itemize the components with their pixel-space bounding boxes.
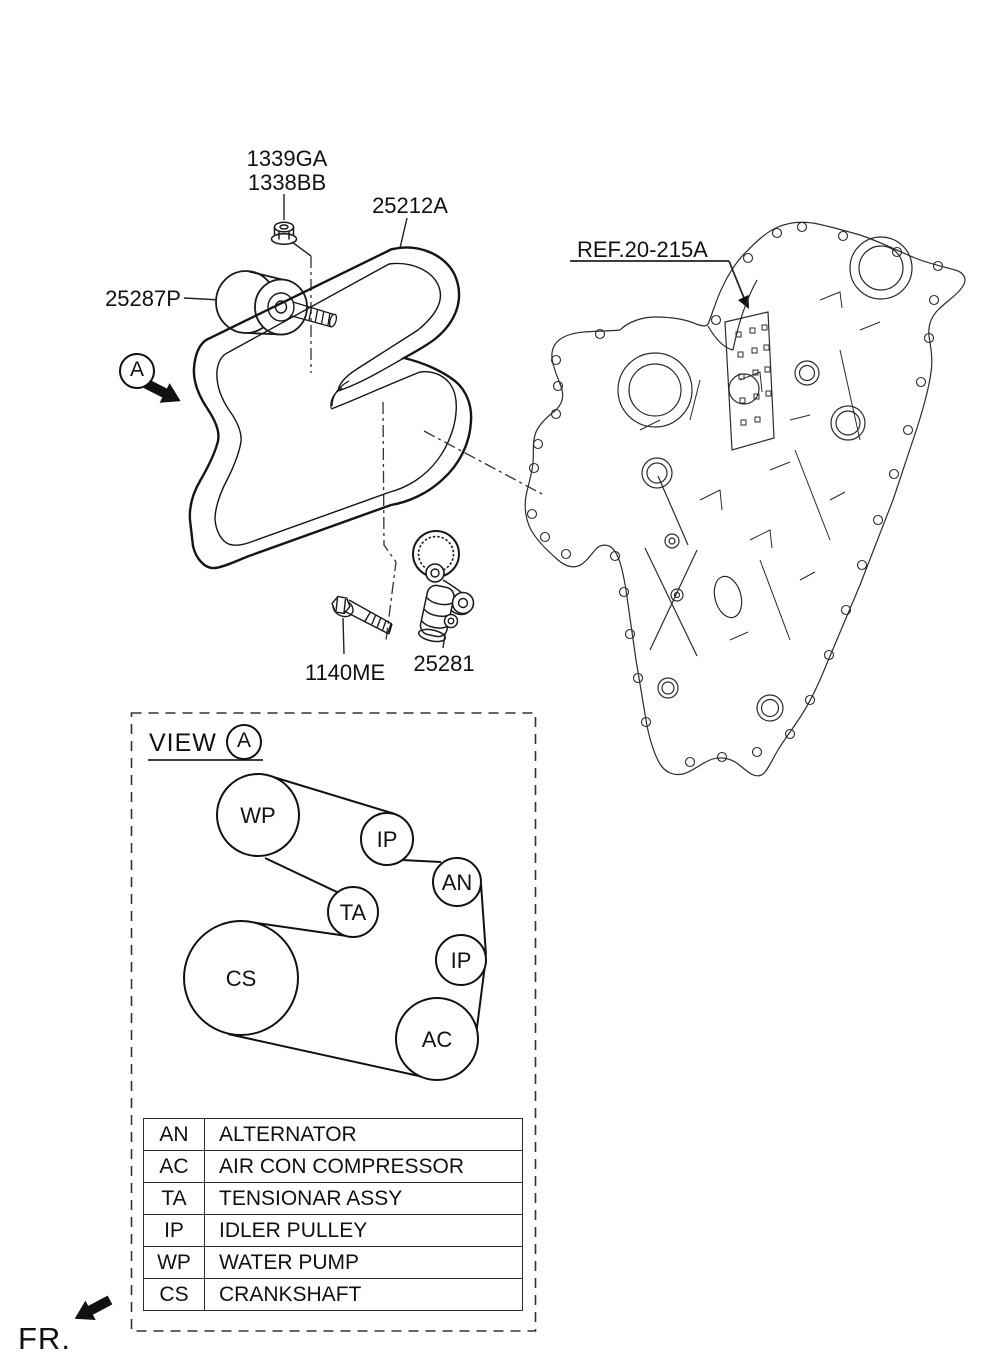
table-row [144, 1183, 523, 1215]
pulley-label-an: AN [441, 870, 473, 895]
callout-timing-cover-ref: REF.20-215A [577, 237, 708, 262]
pulley-label-wp: WP [240, 803, 276, 828]
legend-name: AIR CON COMPRESSOR [205, 1151, 523, 1183]
construction-lines [311, 256, 542, 640]
mounting-nut [272, 222, 297, 244]
cover-surface-details [640, 292, 880, 640]
tensioner-bolt [330, 596, 392, 634]
legend-name: IDLER PULLEY [205, 1215, 523, 1247]
legend-code: IP [144, 1215, 205, 1247]
pulley-label-ta: TA [339, 900, 367, 925]
front-orientation-label: FR. [18, 1321, 71, 1356]
legend-code: TA [144, 1183, 205, 1215]
legend-name: WATER PUMP [205, 1247, 523, 1279]
fr-direction-arrow [70, 1290, 116, 1328]
legend-code: WP [144, 1247, 205, 1279]
callout-tensioner-bolt: 1140ME [304, 660, 386, 685]
pulley-label-ip2: IP [450, 948, 472, 973]
legend-code: AC [144, 1151, 205, 1183]
pulley-label-ac: AC [421, 1027, 453, 1052]
callout-idler-pulley: 25287P [105, 286, 181, 311]
table-row [144, 1279, 523, 1311]
legend-code: AN [144, 1119, 205, 1151]
timing-cover [525, 222, 965, 776]
belt-tensioner [413, 531, 474, 644]
table-row [144, 1151, 523, 1183]
callout-nut-lower: 1338BB [247, 170, 327, 195]
detail-view-title: VIEW [149, 729, 217, 757]
legend-name: TENSIONAR ASSY [205, 1183, 523, 1215]
table-row [144, 1119, 523, 1151]
pulley-label-ip1: IP [376, 827, 398, 852]
callout-nut-upper: 1339GA [246, 146, 328, 171]
callout-belt: 25212A [372, 193, 448, 218]
table-row [144, 1215, 523, 1247]
view-a-marker: A [119, 353, 155, 389]
pulley-legend-table [143, 1118, 523, 1311]
table-row [144, 1247, 523, 1279]
legend-name: CRANKSHAFT [205, 1279, 523, 1311]
legend-code: CS [144, 1279, 205, 1311]
callout-tensioner: 25281 [413, 651, 475, 676]
detail-view-marker: A [226, 724, 262, 760]
cover-bolt-holes [528, 223, 943, 767]
pulley-label-cs: CS [225, 966, 257, 991]
legend-name: ALTERNATOR [205, 1119, 523, 1151]
